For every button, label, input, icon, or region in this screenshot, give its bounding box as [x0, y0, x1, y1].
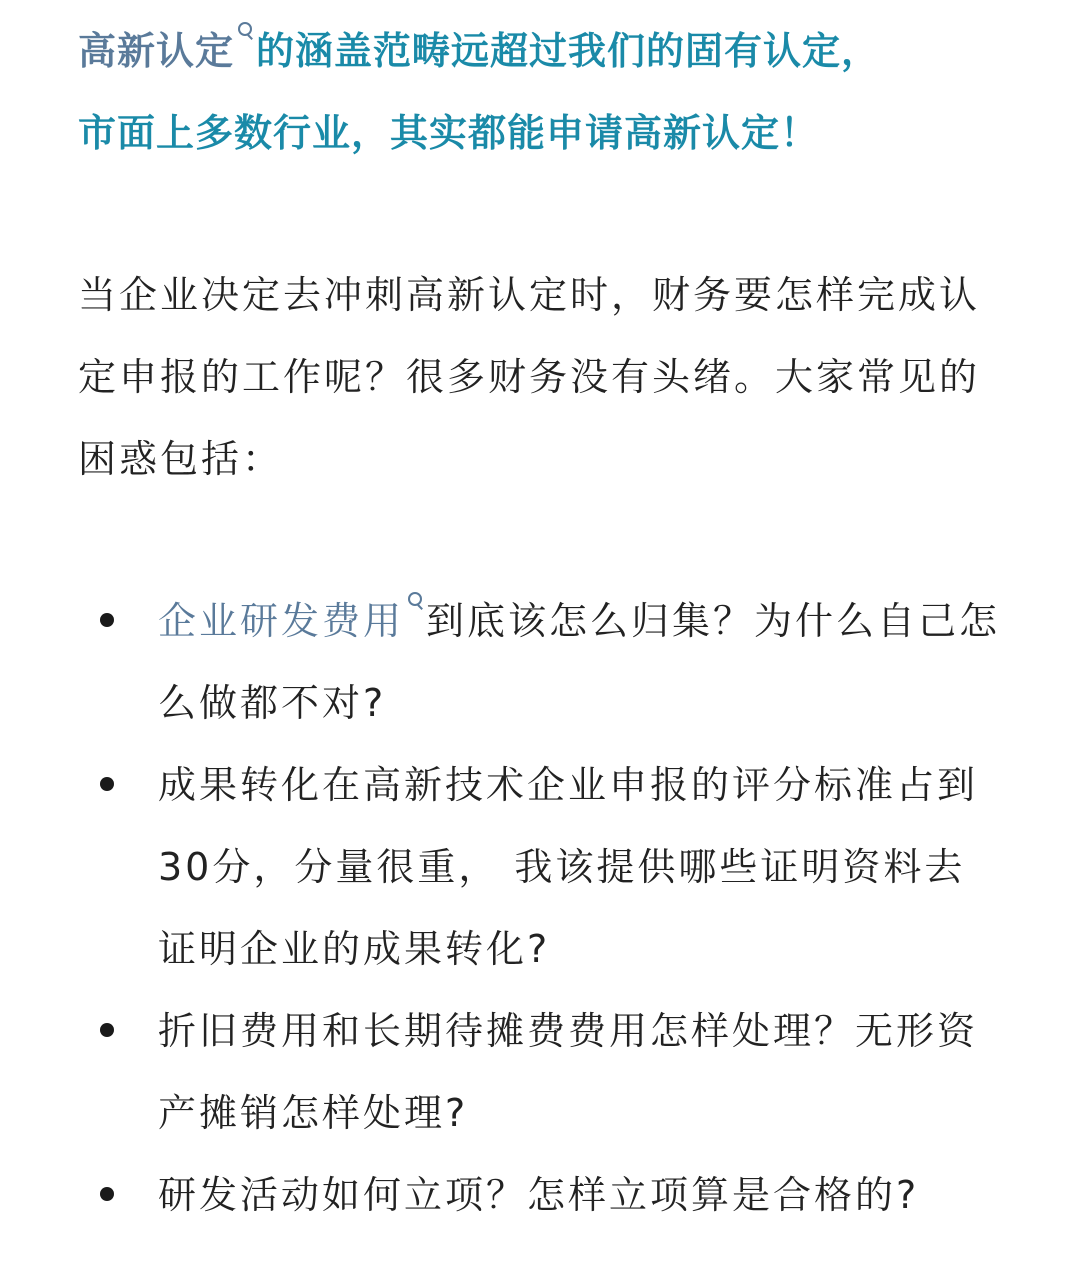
headline-line1-rest: 的涵盖范畴远超过我们的固有认定，: [256, 29, 881, 73]
list-item-text: 成果转化在高新技术企业申报的评分标准占到30分，分量很重， 我该提供哪些证明资料去证明企业的成果转化?: [158, 763, 979, 971]
bullet-dot: [100, 613, 114, 627]
bullet-dot: [100, 1187, 114, 1201]
list-item-text: 折旧费用和长期待摊费费用怎样处理？无形资产摊销怎样处理?: [158, 1009, 979, 1135]
headline-line2: 市面上多数行业，其实都能申请高新认定！: [78, 111, 820, 155]
list-item: [78, 990, 1002, 1154]
list-item-text: 研发活动如何立项？怎样立项算是合格的?: [158, 1173, 920, 1217]
bullet-dot: [100, 777, 114, 791]
headline: [78, 0, 1002, 174]
intro-paragraph: 当企业决定去冲刺高新认定时，财务要怎样完成认定申报的工作呢？很多财务没有头绪。大家常见的困惑包括：: [78, 273, 981, 481]
list-item: [78, 580, 1002, 744]
search-icon[interactable]: [236, 10, 254, 40]
link-rd-expenses[interactable]: 企业研发费用: [158, 599, 405, 643]
article-content: [78, 0, 1002, 1236]
list-item: [78, 1154, 1002, 1236]
list-item-text: 到底该怎么归集？为什么自己怎么做都不对?: [158, 599, 1001, 725]
search-icon[interactable]: [406, 580, 424, 610]
list-item: [78, 744, 1002, 990]
bullet-dot: [100, 1023, 114, 1037]
link-high-tech-certification[interactable]: 高新认定: [78, 29, 235, 73]
bullet-list: [78, 580, 1002, 1236]
